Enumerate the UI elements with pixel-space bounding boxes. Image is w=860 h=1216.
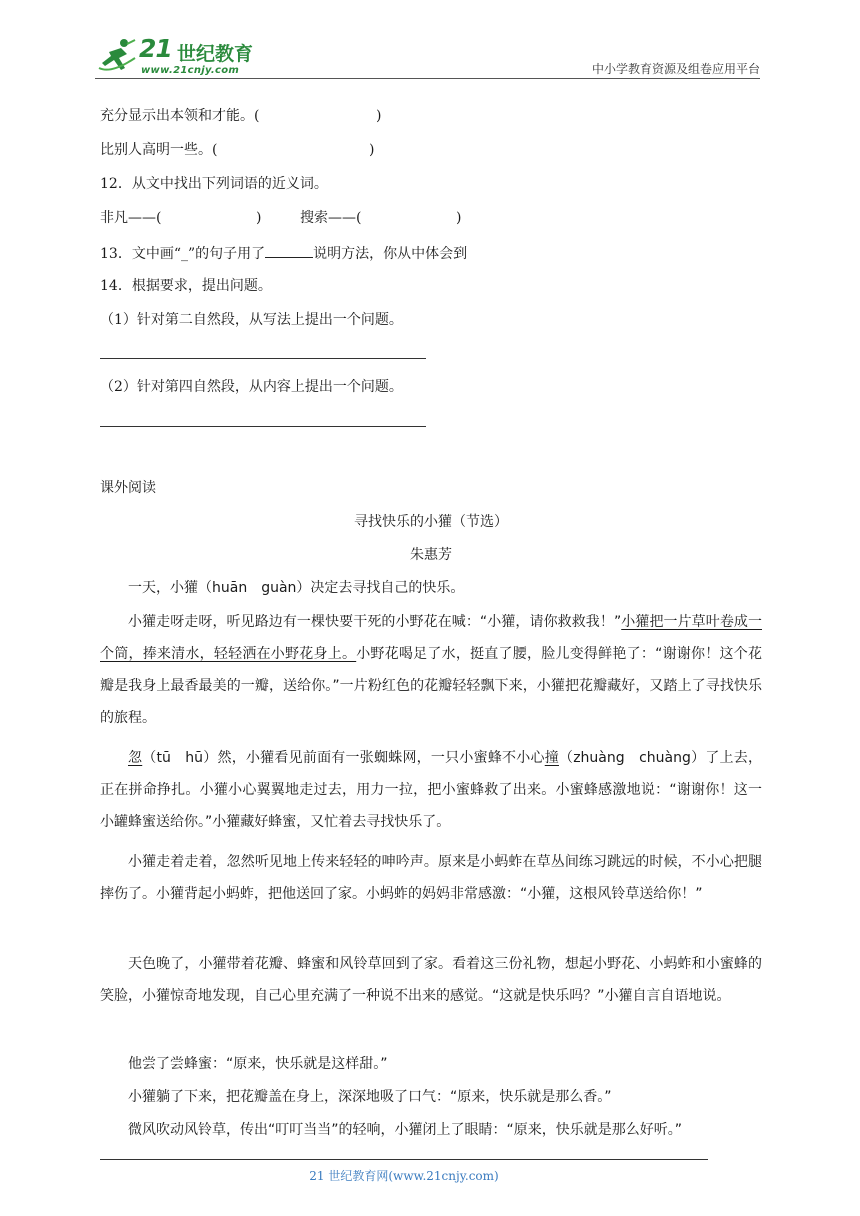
story-author: 朱惠芳 — [410, 547, 452, 563]
story-title: 寻找快乐的小獾（节选） — [354, 514, 508, 530]
paragraph-8: 微风吹动风铃草，传出“叮叮当当”的轻响，小獾闭上了眼睛：“原来，快乐就是那么好听。” — [128, 1122, 683, 1138]
q14-part1: （1）针对第二自然段，从写法上提出一个问题。 — [100, 312, 403, 328]
paragraph-3-underlined-1: 忽 — [128, 750, 143, 766]
paragraph-3-b: （zhuàng chuàng）了上去，正在拼命挣扎。小獾小心翼翼地走过去，用力一拉，把小蜜蜂救了出来。小蜜蜂感激地说：“谢谢你！这一小罐蜂蜜送给你。”小獾藏好蜂蜜，又忙着去寻找快乐了。 — [100, 750, 763, 830]
paragraph-2 — [100, 606, 762, 734]
q12-word2: 搜索——( — [300, 210, 362, 226]
paragraph-6: 他尝了尝蜂蜜：“原来，快乐就是这样甜。” — [128, 1056, 388, 1072]
q13-pre: 13．文中画“_”的句子用了 — [100, 246, 266, 262]
q11-line1-close: ) — [376, 108, 382, 124]
paragraph-3 — [100, 742, 762, 838]
paragraph-3-underlined-2: 撞 — [544, 750, 559, 766]
footer-divider — [100, 1159, 708, 1160]
q14-part2: （2）针对第四自然段，从内容上提出一个问题。 — [100, 379, 403, 395]
page-header — [95, 30, 760, 80]
q13-post: 说明方法，你从中体会到 — [313, 246, 468, 262]
paragraph-2-underlined: 小獾把一片草叶卷成一个筒，捧来清水，轻轻洒在小野花身上。 — [100, 614, 762, 662]
footer-text: 21 世纪教育网(www.21cnjy.com) — [309, 1169, 499, 1183]
logo-number: 21 — [139, 34, 172, 63]
answer-line-2[interactable] — [100, 426, 426, 427]
q11-line1: 充分显示出本领和才能。( — [100, 108, 260, 124]
q12-close2: ) — [456, 210, 462, 226]
q14-prompt: 14．根据要求，提出问题。 — [100, 278, 272, 294]
paragraph-2-b: 小野花喝足了水，挺直了腰，脸儿变得鲜艳了：“谢谢你！这个花瓣是我身上最香最美的一瓣，送给你。”一片粉红色的花瓣轻轻飘下来，小獾把花瓣藏好，又踏上了寻找快乐的旅程。 — [100, 646, 762, 726]
q11-line2: 比别人高明一些。( — [100, 142, 218, 158]
q11-line2-close: ) — [369, 142, 375, 158]
q13-blank[interactable] — [265, 245, 313, 258]
paragraph-5: 天色晚了，小獾带着花瓣、蜂蜜和风铃草回到了家。看着这三份礼物，想起小野花、小蚂蚱和小蜜蜂的笑脸，小獾惊奇地发现，自己心里充满了一种说不出来的感觉。“这就是快乐吗？”小獾自言自语地说。 — [100, 956, 762, 1004]
q12-word1: 非凡——( — [100, 210, 162, 226]
logo-url: www.21cnjy.com — [141, 65, 240, 76]
paragraph-7: 小獾躺了下来，把花瓣盖在身上，深深地吸了口气：“原来，快乐就是那么香。” — [128, 1089, 612, 1105]
paragraph-3-a: （tū hū）然，小獾看见前面有一张蜘蛛网，一只小蜜蜂不小心 — [142, 750, 545, 766]
answer-line-1[interactable] — [100, 358, 426, 359]
platform-label: 中小学教育资源及组卷应用平台 — [591, 62, 760, 76]
q12-close1: ) — [256, 210, 262, 226]
paragraph-4: 小獾走着走着，忽然听见地上传来轻轻的呻吟声。原来是小蚂蚱在草丛间练习跳远的时候，不小心把腿摔伤了。小獾背起小蚂蚱，把他送回了家。小蚂蚱的妈妈非常感激：“小獾，这根风铃草送给你！” — [100, 854, 762, 902]
runner-logo-icon — [97, 38, 137, 72]
section-title: 课外阅读 — [100, 480, 156, 496]
q12-prompt: 12．从文中找出下列词语的近义词。 — [100, 176, 328, 192]
logo — [95, 34, 265, 76]
paragraph-2-a: 小獾走呀走呀，听见路边有一棵快要干死的小野花在喊：“小獾，请你救救我！” — [128, 614, 622, 630]
q13-line — [100, 245, 467, 261]
logo-name: 世纪教育 — [177, 43, 254, 65]
paragraph-1: 一天，小獾（huān guàn）决定去寻找自己的快乐。 — [128, 580, 465, 596]
header-divider — [95, 78, 760, 79]
